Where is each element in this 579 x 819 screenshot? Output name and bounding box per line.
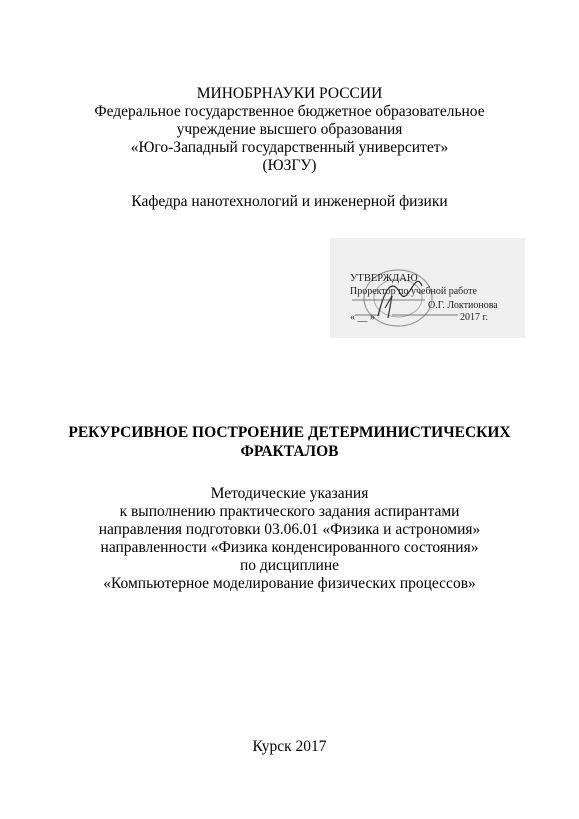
- approval-stamp: [330, 238, 525, 338]
- org-line-2: учреждение высшего образования: [176, 121, 403, 138]
- description-line-5: по дисциплине: [239, 557, 340, 574]
- description-line-6: «Компьютерное моделирование физических процессов»: [103, 575, 476, 592]
- city-year: Курск 2017: [252, 738, 327, 755]
- description-line-4: направленности «Физика конденсированного состояния»: [100, 539, 479, 556]
- org-line-1: Федеральное государственное бюджетное образовательное: [94, 103, 485, 120]
- description-line-2: к выполнению практического задания аспирантами: [119, 503, 460, 520]
- approval-name: О.Г. Локтионова: [428, 300, 498, 311]
- department-name: Кафедра нанотехнологий и инженерной физики: [131, 193, 448, 210]
- approval-position: Проректор по учебной работе: [350, 286, 477, 297]
- title-line-2: ФРАКТАЛОВ: [240, 443, 339, 460]
- approval-word: УТВЕРЖДАЮ: [350, 273, 418, 284]
- org-line-3: «Юго-Западный государственный университет»: [130, 139, 449, 156]
- ministry-name: МИНОБРНАУКИ РОССИИ: [196, 85, 383, 102]
- description-line-3: направления подготовки 03.06.01 «Физика и астрономия»: [98, 521, 481, 538]
- description-line-1: Методические указания: [210, 485, 369, 502]
- title-line-1: РЕКУРСИВНОЕ ПОСТРОЕНИЕ ДЕТЕРМИНИСТИЧЕСКИХ: [68, 424, 511, 441]
- approval-date: 2017 г.: [460, 312, 488, 323]
- org-abbreviation: (ЮЗГУ): [262, 157, 317, 174]
- approval-day: « __ »: [350, 312, 375, 323]
